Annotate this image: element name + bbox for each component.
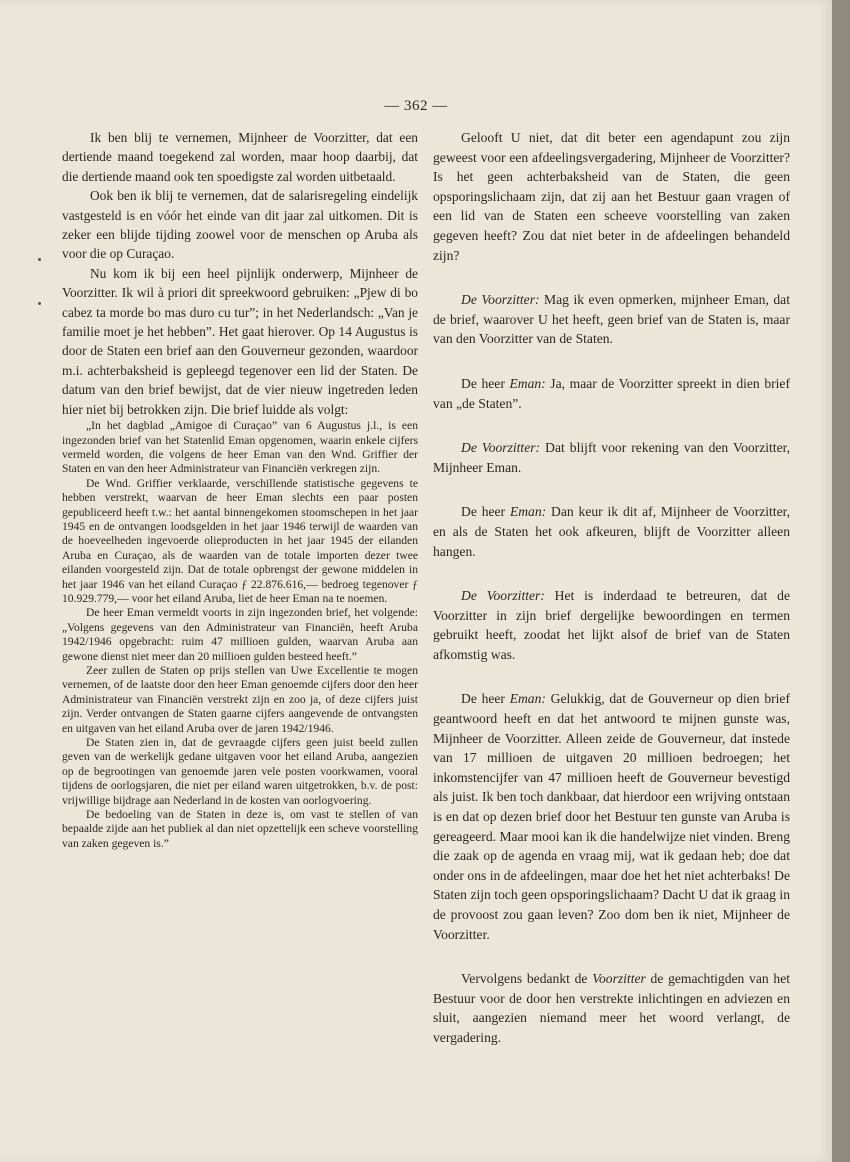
scan-edge xyxy=(832,0,850,1162)
speaker-prefix: Vervolgens bedankt de xyxy=(461,971,593,987)
paragraph xyxy=(433,969,790,1047)
letter-paragraph: De Staten zien in, dat de gevraagde cijfers geen juist beeld zullen geven van de werkelijk gedane uitgaven voor het eiland Aruba, aangezien op de begrootingen van genoemde jaren vele posten voorkwamen, vooral tijdens de oorlogsjaren, die niet per eiland waren uitgetrokken, b.v. de post: vrijwillige bijdrage aan Nederland in de kosten van oorlogvoering. xyxy=(62,736,418,807)
speaker-prefix: De heer xyxy=(461,375,510,391)
left-main-text xyxy=(62,128,418,419)
speaker-name: De Voorzitter: xyxy=(461,440,541,456)
paragraph xyxy=(433,586,790,664)
speaker-name: Voorzitter xyxy=(592,971,646,987)
paragraph: Ook ben ik blij te vernemen, dat de salarisregeling eindelijk vastgesteld is en vóór het einde van dit jaar zal uitkomen. Dit is zeker een blijde tijding zoowel voor de menschen op Aruba als voor die op Curaçao. xyxy=(62,188,418,262)
speaker-prefix: De heer xyxy=(461,691,510,707)
paragraph: Gelooft U niet, dat dit beter een agendapunt zou zijn geweest voor een afdeelingsvergadering, Mijnheer de Voorzitter? Is het geen achterbaksheid van de Staten, die geen opsporingslichaam zijn, dat zij aan het Bestuur gaan vragen of een lid van de Staten een scheeve voorstelling van zaken gegeven heeft? Zou dat niet beter in de afdeelingen behandeld zijn? xyxy=(433,130,790,263)
letter-paragraph: De Wnd. Griffier verklaarde, verschillende statistische gegevens te hebben verstrekt, waarvan de heer Eman slechts een paar posten gepubliceerd heeft t.w.: het aantal binnengekomen stoomschepen in het jaar 1945 en de ontvangen loodsgelden in het jaar 1946 terwijl de waarden van de hoeveelheden ingevoerde olieproducten in het jaar 1945 der eilanden Aruba en Curaçao, als de waarden van de totale importen dezer twee eilanden voorgesteld zijn. Dat de totale opbrengst der gewone middelen in het jaar 1946 van het eiland Curaçao ƒ 22.876.616,— bedroeg tegenover ƒ 10.929.779,— voor het eiland Aruba, liet de heer Eman na te noemen. xyxy=(62,476,418,605)
letter-paragraph: De heer Eman vermeldt voorts in zijn ingezonden brief, het volgende: „Volgens gegevens van den Administrateur van Financiën, heeft Aruba 1942/1946 opgebracht: ruim 47 millioen gulden, waarvan Aruba aan gewone dienst niet meer dan 20 millioen gulden besteed heeft.” xyxy=(62,606,418,663)
speech-text: Dan keur ik dit af, Mijnheer de Voorzitter, en als de Staten het ook afkeuren, blijft de Voorzitter alleen hangen. xyxy=(433,504,790,559)
speech-text: de gemachtigden van het Bestuur voor de door hen verstrekte inlichtingen en adviezen en sluit, aangezien niemand meer het woord verlangt, de vergadering. xyxy=(433,971,791,1045)
letter-paragraph: „In het dagblad „Amigoe di Curaçao” van 6 Augustus j.l., is een ingezonden brief van het Statenlid Eman opgenomen, waarin enkele cijfers vermeld worden, die volgens de heer Eman van den Wnd. Griffier der Staten en van den heer Administrateur van Financiën verkregen zijn. xyxy=(62,419,418,476)
letter-paragraph: Zeer zullen de Staten op prijs stellen van Uwe Excellentie te mogen vernemen, of de laatste door den heer Eman genoemde cijfers door den heer Administrateur van Financiën verstrekt zijn en zoo ja, of deze cijfers juist zijn. Verder ontvangen de Staten gaarne cijfers aangevende de ontvangsten en uitgaven van het eiland Aruba over de jaren 1942/1946. xyxy=(62,664,418,735)
paragraph: Ik ben blij te vernemen, Mijnheer de Voorzitter, dat een dertiende maand toegekend zal worden, maar hoop daarbij, dat die dertiende maand ook ten spoedigste zal worden uitbetaald. xyxy=(62,130,418,184)
margin-dot xyxy=(38,302,41,305)
speech-text: Dat blijft voor rekening van den Voorzitter, Mijnheer Eman. xyxy=(433,440,790,475)
paragraph xyxy=(433,438,790,477)
speaker-name: Eman: xyxy=(509,504,547,520)
paragraph xyxy=(433,374,790,413)
speech-text: Gelukkig, dat de Gouverneur op dien brief geantwoord heeft en dat het antwoord te mijnen gunste was, Mijnheer de Voorzitter. Alleen zeide de Gouverneur, dat instede van 17 millioen de uitgaven 20 millioen bedroegen; het inkomstencijfer van 47 millioen heeft de Gouverneur bevestigd als juist. Ik ben toch dankbaar, dat hierdoor een wrijving ontstaan is en dat op dezen brief door het Bestuur ten gunste van Aruba is gereageerd. Maar mooi kan ik die handelwijze niet vinden. Breng die zaak op de agenda en vraag mij, wat ik gedaan heb; doe dat onder ons in de afdeelingen, maar doe het het niet achterbaks! De Staten zijn toch geen opsporingslichaam? Dacht U dat ik graag in de provoost zou gaan leven? Zoo dom ben ik niet, Mijnheer de Voorzitter. xyxy=(433,691,790,942)
paragraph: Nu kom ik bij een heel pijnlijk onderwerp, Mijnheer de Voorzitter. Ik wil à priori dit spreekwoord gebruiken: „Pjew di bo cabez ta morde bo mas duro cu tur”; in het Nederlandsch: „Van je familie moet je het hebben”. Het gaat hierover. Op 14 Augustus is door de Staten een brief aan den Gouverneur gezonden, waardoor m.i. achterbaksheid is gepleegd tegenover een lid der Staten. De datum van den brief bewijst, dat de vier nieuw ingetreden leden hier niet bij betrokken zijn. Die brief luidde als volgt: xyxy=(62,265,418,417)
page-number: — 362 — xyxy=(384,98,448,114)
paragraph xyxy=(433,290,790,349)
speaker-name: Eman: xyxy=(509,375,546,391)
margin-dot xyxy=(38,258,41,261)
speaker-name: De Voorzitter: xyxy=(461,588,545,604)
paragraph xyxy=(433,689,790,944)
speaker-name: Eman: xyxy=(509,691,546,707)
paragraph xyxy=(433,502,790,561)
left-column xyxy=(62,128,418,851)
speaker-prefix: De heer xyxy=(461,504,510,520)
speech-text: Het is inderdaad te betreuren, dat de Voorzitter in zijn brief dergelijke bewoordingen en termen gebruikt heeft, zoodat het lijkt alsof de brief van de Staten afkomstig was. xyxy=(433,588,790,662)
speech-text: Ja, maar de Voorzitter spreekt in dien brief van „de Staten”. xyxy=(433,375,790,411)
right-column xyxy=(433,128,790,1048)
letter-paragraph: De bedoeling van de Staten in deze is, om vast te stellen of van bepaalde zijde aan het publiek al dan niet opzettelijk een scheve voorstelling van zaken gegeven is.” xyxy=(62,808,418,850)
speaker-name: De Voorzitter: xyxy=(461,292,540,308)
speech-text: Mag ik even opmerken, mijnheer Eman, dat de brief, waarover U het heeft, geen brief van de Staten is, maar van den Voorzitter van de Staten. xyxy=(433,292,790,347)
quoted-letter xyxy=(62,419,418,851)
